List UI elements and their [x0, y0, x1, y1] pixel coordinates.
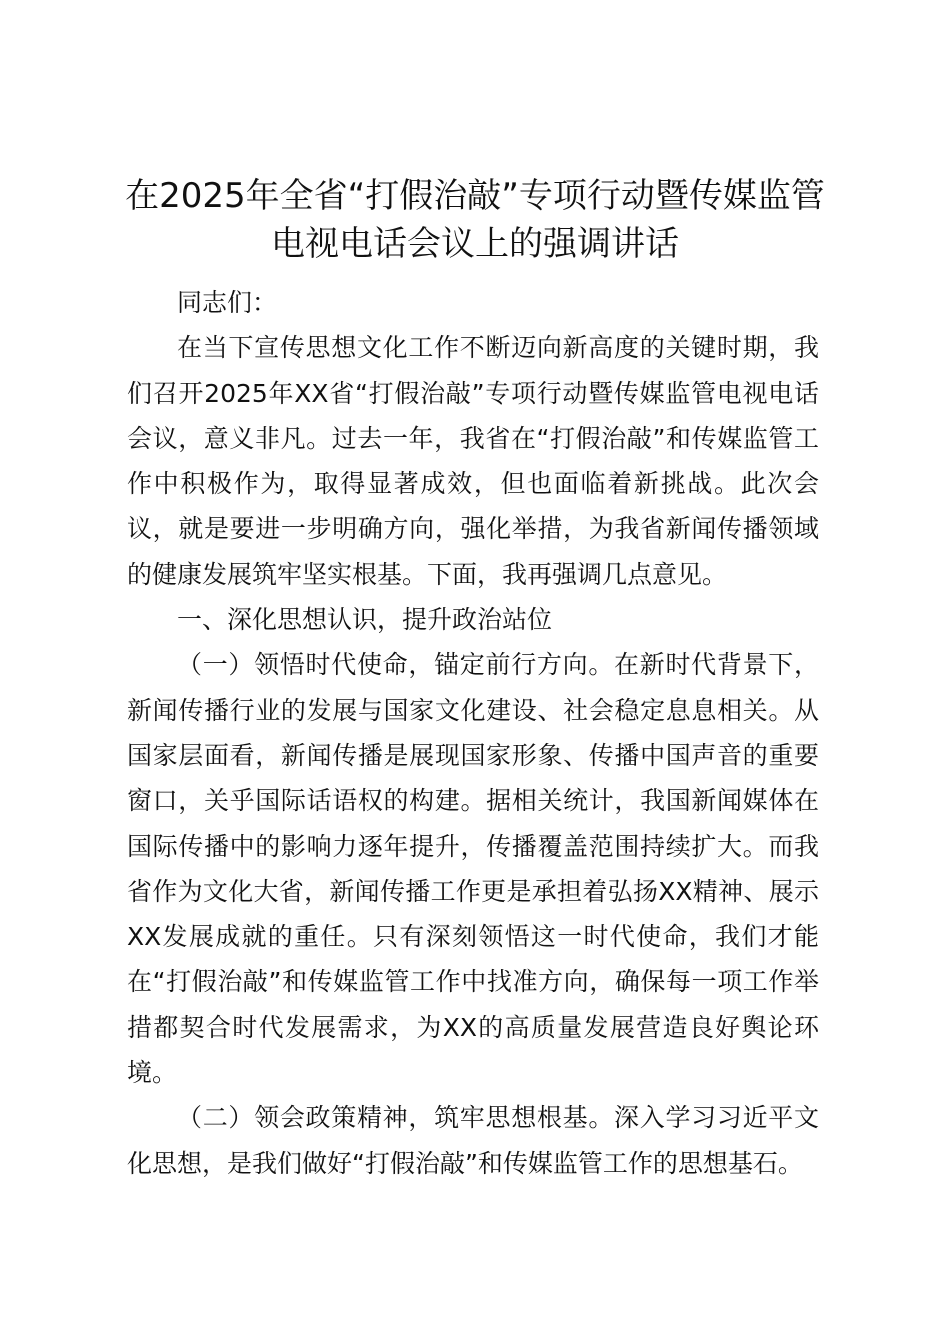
body-paragraph: （一）领悟时代使命，锚定前行方向。在新时代背景下，新闻传播行业的发展与国家文化建设、社会稳定息息相关。从国家层面看，新闻传播是展现国家形象、传播中国声音的重要窗口，关乎国际话语权的构建。据相关统计，我国新闻媒体在国际传播中的影响力逐年提升，传播覆盖范围持续扩大。而我省作为文化大省，新闻传播工作更是承担着弘扬XX精神、展示XX发展成就的重任。只有深刻领悟这一时代使命，我们才能在“打假治敲”和传媒监管工作中找准方向，确保每一项工作举措都契合时代发展需求，为XX的高质量发展营造良好舆论环境。 — [127, 650, 819, 1088]
body-paragraph: （二）领会政策精神，筑牢思想根基。深入学习习近平文化思想，是我们做好“打假治敲”和传媒监管工作的思想基石。 — [127, 1103, 819, 1178]
document-title: 在2025年全省“打假治敲”专项行动暨传媒监管电视电话会议上的强调讲话 — [125, 176, 825, 264]
document-body — [127, 280, 819, 1186]
salutation: 同志们： — [177, 288, 278, 317]
body-paragraph: 在当下宣传思想文化工作不断迈向新高度的关键时期，我们召开2025年XX省“打假治敲”专项行动暨传媒监管电视电话会议，意义非凡。过去一年，我省在“打假治敲”和传媒监管工作中积极作为，取得显著成效，但也面临着新挑战。此次会议，就是要进一步明确方向，强化举措，为我省新闻传播领域的健康发展筑牢坚实根基。下面，我再强调几点意见。 — [127, 333, 819, 589]
section-heading: 一、深化思想认识，提升政治站位 — [177, 605, 553, 635]
